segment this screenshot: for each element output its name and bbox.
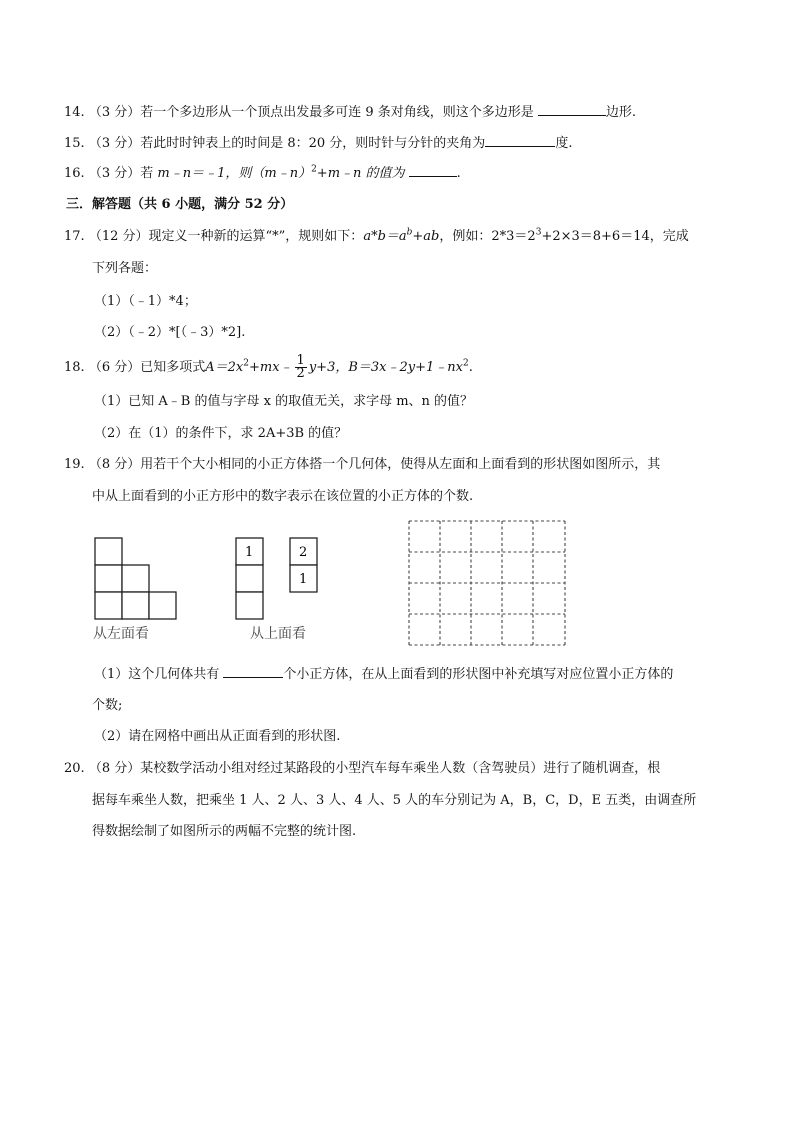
question-18-sub-2: （2）在（1）的条件下，求 2A+3B 的值？ bbox=[94, 426, 348, 441]
cube-count: 1 bbox=[299, 572, 308, 587]
question-18-line-1 bbox=[64, 355, 473, 380]
question-score: （8 分） bbox=[88, 457, 141, 472]
question-text: 若 bbox=[140, 166, 154, 181]
view-square bbox=[95, 592, 122, 619]
left-view-caption: 从左面看 bbox=[93, 626, 149, 642]
question-text: 已知多项式 bbox=[140, 360, 206, 375]
question-tail: . bbox=[456, 166, 461, 181]
question-number: 20. bbox=[64, 761, 85, 776]
exponent: b bbox=[406, 227, 413, 238]
view-square bbox=[149, 592, 176, 619]
polynomial-a: A＝2x bbox=[205, 360, 244, 375]
question-15 bbox=[64, 134, 572, 153]
view-square bbox=[236, 592, 263, 619]
question-score: （6 分） bbox=[88, 360, 141, 375]
view-square bbox=[236, 565, 263, 592]
exponent: 2 bbox=[243, 358, 249, 369]
question-19-line-2: 中从上面看到的小正方形中的数字表示在该位置的小正方体的个数. bbox=[92, 489, 474, 504]
question-text: 用若干个大小相同的小正方体搭一个几何体，使得从左面和上面看到的形状图如图所示，其 bbox=[140, 457, 661, 472]
answer-blank[interactable] bbox=[409, 164, 457, 177]
drawing-grid[interactable] bbox=[409, 521, 567, 647]
question-number: 15. bbox=[64, 136, 85, 151]
fraction: $\frac{1}{2}$ bbox=[296, 353, 305, 381]
question-19-sub-2: （2）请在网格中画出从正面看到的形状图. bbox=[94, 729, 341, 744]
question-17-sub-2: （2）（﹣2）*[（﹣3）*2]. bbox=[94, 325, 246, 340]
question-text: 某校数学活动小组对经过某路段的小型汽车每车乘坐人数（含驾驶员）进行了随机调查，根 bbox=[140, 761, 661, 776]
view-square bbox=[122, 565, 149, 592]
question-19-line-1 bbox=[64, 456, 660, 474]
left-view-figure bbox=[95, 538, 180, 623]
question-score: （3 分） bbox=[88, 166, 141, 181]
question-14 bbox=[64, 103, 636, 122]
polynomial-b: B＝3x﹣2y+1﹣nx bbox=[348, 360, 463, 375]
question-17-sub-1: （1）（﹣1）*4； bbox=[94, 294, 197, 309]
example-text: +2×3＝8+6＝14，完成 bbox=[541, 229, 689, 244]
answer-blank[interactable] bbox=[538, 103, 606, 116]
question-score: （8 分） bbox=[88, 761, 141, 776]
question-tail: 边形. bbox=[605, 105, 637, 120]
sub-question-text: （1）这个几何体共有 bbox=[94, 667, 220, 682]
question-text: 若一个多边形从一个顶点出发最多可连 9 条对角线，则这个多边形是 bbox=[140, 105, 534, 120]
formula: +ab bbox=[412, 229, 440, 244]
question-20-line-3: 得数据绘制了如图所示的两幅不完整的统计图. bbox=[92, 824, 357, 839]
question-text: 若此时时钟表上的时间是 8：20 分，则时针与分针的夹角为 bbox=[140, 136, 486, 151]
question-score: （3 分） bbox=[88, 105, 141, 120]
question-20-line-1 bbox=[64, 760, 660, 778]
view-square bbox=[95, 565, 122, 592]
view-square bbox=[95, 538, 122, 565]
polynomial-a: +mx﹣ bbox=[248, 360, 293, 375]
period: . bbox=[468, 360, 473, 375]
example-text: ，例如：2*3＝2 bbox=[439, 229, 536, 244]
exponent: 2 bbox=[311, 164, 317, 175]
question-condition: m﹣n＝﹣1，则（m﹣n） bbox=[157, 166, 312, 181]
question-20-line-2: 据每车乘坐人数，把乘坐 1 人、2 人、3 人、4 人、5 人的车分别记为 A，B，C，D，E 五类，由调查所 bbox=[92, 793, 697, 808]
question-number: 18. bbox=[64, 360, 85, 375]
view-square bbox=[122, 592, 149, 619]
question-19-sub-1 bbox=[94, 665, 673, 684]
answer-blank[interactable] bbox=[485, 134, 555, 147]
cube-count: 2 bbox=[299, 545, 308, 560]
question-17-line-1 bbox=[64, 228, 689, 246]
top-view-figure bbox=[236, 538, 321, 623]
question-18-sub-1: （1）已知 A﹣B 的值与字母 x 的取值无关，求字母 m、n 的值？ bbox=[94, 394, 474, 409]
top-view-caption: 从上面看 bbox=[250, 626, 306, 642]
question-17-line-2: 下列各题： bbox=[92, 261, 158, 276]
section-heading: 三．解答题（共 6 小题，满分 52 分） bbox=[66, 197, 294, 212]
question-expression: +m﹣n 的值为 bbox=[316, 166, 405, 181]
question-score: （3 分） bbox=[88, 136, 141, 151]
formula: a*b＝a bbox=[363, 229, 407, 244]
sub-question-text: 个小正方体，在从上面看到的形状图中补充填写对应位置小正方体的 bbox=[283, 667, 674, 682]
exponent: 2 bbox=[462, 358, 469, 369]
answer-blank[interactable] bbox=[223, 665, 283, 678]
question-number: 19. bbox=[64, 457, 85, 472]
question-tail: 度. bbox=[555, 136, 573, 151]
question-number: 16. bbox=[64, 166, 85, 181]
cube-count: 1 bbox=[245, 545, 254, 560]
question-score: （12 分） bbox=[88, 229, 149, 244]
question-number: 14. bbox=[64, 105, 85, 120]
polynomial-a: y+3， bbox=[308, 360, 349, 375]
question-number: 17. bbox=[64, 229, 85, 244]
question-19-sub-1-cont: 个数; bbox=[92, 698, 123, 713]
question-text: 现定义一种新的运算“*”，规则如下： bbox=[148, 229, 364, 244]
question-16 bbox=[64, 164, 461, 183]
exponent: 3 bbox=[535, 227, 542, 238]
